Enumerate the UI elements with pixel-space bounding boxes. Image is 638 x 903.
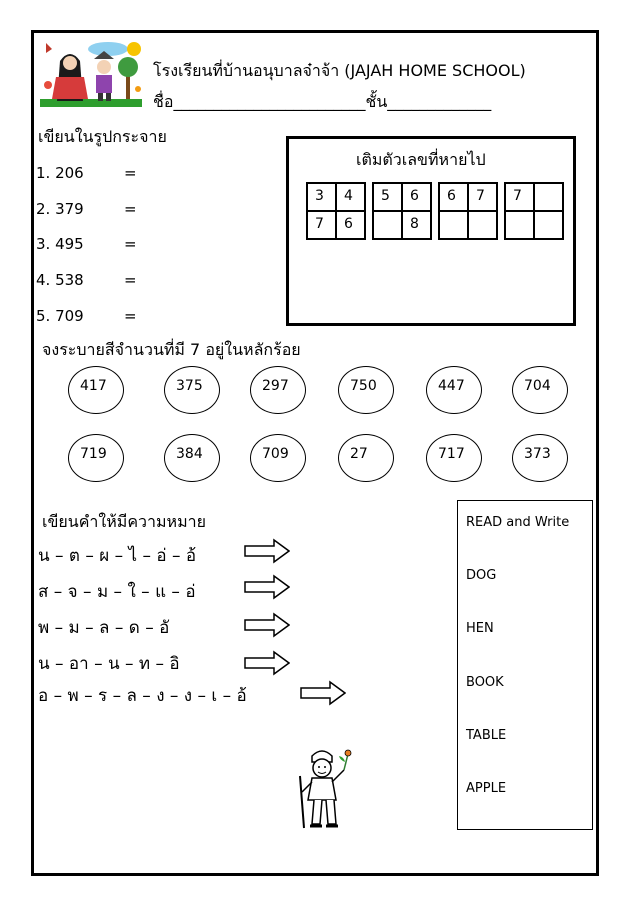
grid-cell[interactable]: 7 bbox=[505, 183, 534, 211]
number-circle[interactable]: 447 bbox=[426, 366, 482, 414]
word-item: DOG bbox=[466, 568, 497, 583]
number-grid bbox=[372, 182, 432, 240]
grid-cell[interactable] bbox=[373, 211, 402, 239]
expanded-item bbox=[36, 235, 137, 253]
expanded-item bbox=[36, 164, 137, 182]
letter-scramble-row: น – ต – ผ – ไ – อ่ – อ้ bbox=[38, 546, 197, 566]
cartoon-man-illustration bbox=[290, 746, 360, 830]
number-grid bbox=[306, 182, 366, 240]
word-meaning-title: เขียนคำให้มีความหมาย bbox=[42, 512, 206, 531]
number-circle[interactable]: 709 bbox=[250, 434, 306, 482]
expanded-item bbox=[36, 307, 137, 325]
letter-scramble-row: น – อา – น – ท – อิ bbox=[38, 654, 180, 674]
grid-cell[interactable]: 3 bbox=[307, 183, 336, 211]
grid-cell[interactable]: 5 bbox=[373, 183, 402, 211]
grid-cell[interactable]: 4 bbox=[336, 183, 365, 211]
equals-sign: = bbox=[124, 307, 137, 325]
school-name: โรงเรียนที่บ้านอนุบาลจ๋าจ้า (JAJAH HOME SCHOOL) bbox=[153, 61, 526, 80]
color-numbers-title: จงระบายสีจำนวนที่มี 7 อยู่ในหลักร้อย bbox=[42, 340, 301, 359]
name-class-line: ชื่อ________________________ชั้น_____________ bbox=[153, 92, 492, 111]
word-item: BOOK bbox=[466, 675, 504, 690]
number-circle[interactable]: 750 bbox=[338, 366, 394, 414]
grid-cell[interactable]: 7 bbox=[468, 183, 497, 211]
children-illustration bbox=[38, 37, 144, 107]
equals-sign: = bbox=[124, 235, 137, 253]
word-item: TABLE bbox=[466, 728, 507, 743]
number-circle[interactable]: 375 bbox=[164, 366, 220, 414]
expanded-item-label: 3. 495 bbox=[36, 235, 84, 253]
right-arrow-icon bbox=[244, 612, 290, 638]
number-circle[interactable]: 384 bbox=[164, 434, 220, 482]
number-circle[interactable]: 717 bbox=[426, 434, 482, 482]
grid-cell[interactable] bbox=[534, 211, 563, 239]
equals-sign: = bbox=[124, 164, 137, 182]
right-arrow-icon bbox=[244, 574, 290, 600]
right-arrow-icon bbox=[244, 650, 290, 676]
equals-sign: = bbox=[124, 271, 137, 289]
number-circle[interactable]: 27 bbox=[338, 434, 394, 482]
word-item: READ and Write bbox=[466, 515, 570, 530]
grid-cell[interactable]: 7 bbox=[307, 211, 336, 239]
number-circle[interactable]: 704 bbox=[512, 366, 568, 414]
number-grid bbox=[504, 182, 564, 240]
grid-cell[interactable]: 6 bbox=[402, 183, 431, 211]
number-circle[interactable]: 297 bbox=[250, 366, 306, 414]
grid-cell[interactable] bbox=[505, 211, 534, 239]
right-arrow-icon bbox=[244, 538, 290, 564]
number-circle[interactable]: 719 bbox=[68, 434, 124, 482]
equals-sign: = bbox=[124, 200, 137, 218]
grid-cell[interactable]: 6 bbox=[439, 183, 468, 211]
number-circle[interactable]: 417 bbox=[68, 366, 124, 414]
expanded-item-label: 5. 709 bbox=[36, 307, 84, 325]
expanded-item-label: 1. 206 bbox=[36, 164, 84, 182]
letter-scramble-row: พ – ม – ล – ด – อั bbox=[38, 618, 170, 638]
word-list-box bbox=[457, 500, 593, 830]
expanded-item bbox=[36, 200, 137, 218]
expanded-item-label: 2. 379 bbox=[36, 200, 84, 218]
grid-cell[interactable]: 8 bbox=[402, 211, 431, 239]
grid-cell[interactable] bbox=[439, 211, 468, 239]
letter-scramble-row: ส – จ – ม – ใ – แ – อ่ bbox=[38, 582, 196, 602]
expanded-item-label: 4. 538 bbox=[36, 271, 84, 289]
grid-cell[interactable] bbox=[468, 211, 497, 239]
number-grid bbox=[438, 182, 498, 240]
word-item: HEN bbox=[466, 621, 494, 636]
expanded-form-title: เขียนในรูปกระจาย bbox=[38, 127, 167, 146]
grid-cell[interactable] bbox=[534, 183, 563, 211]
right-arrow-icon bbox=[300, 680, 346, 706]
grid-cell[interactable]: 6 bbox=[336, 211, 365, 239]
letter-scramble-row: อ – พ – ร – ล – ง – ง – เ – อ้ bbox=[38, 686, 247, 706]
word-item: APPLE bbox=[466, 781, 507, 796]
expanded-item bbox=[36, 271, 137, 289]
number-circle[interactable]: 373 bbox=[512, 434, 568, 482]
missing-numbers-title: เติมตัวเลขที่หายไป bbox=[356, 150, 486, 169]
